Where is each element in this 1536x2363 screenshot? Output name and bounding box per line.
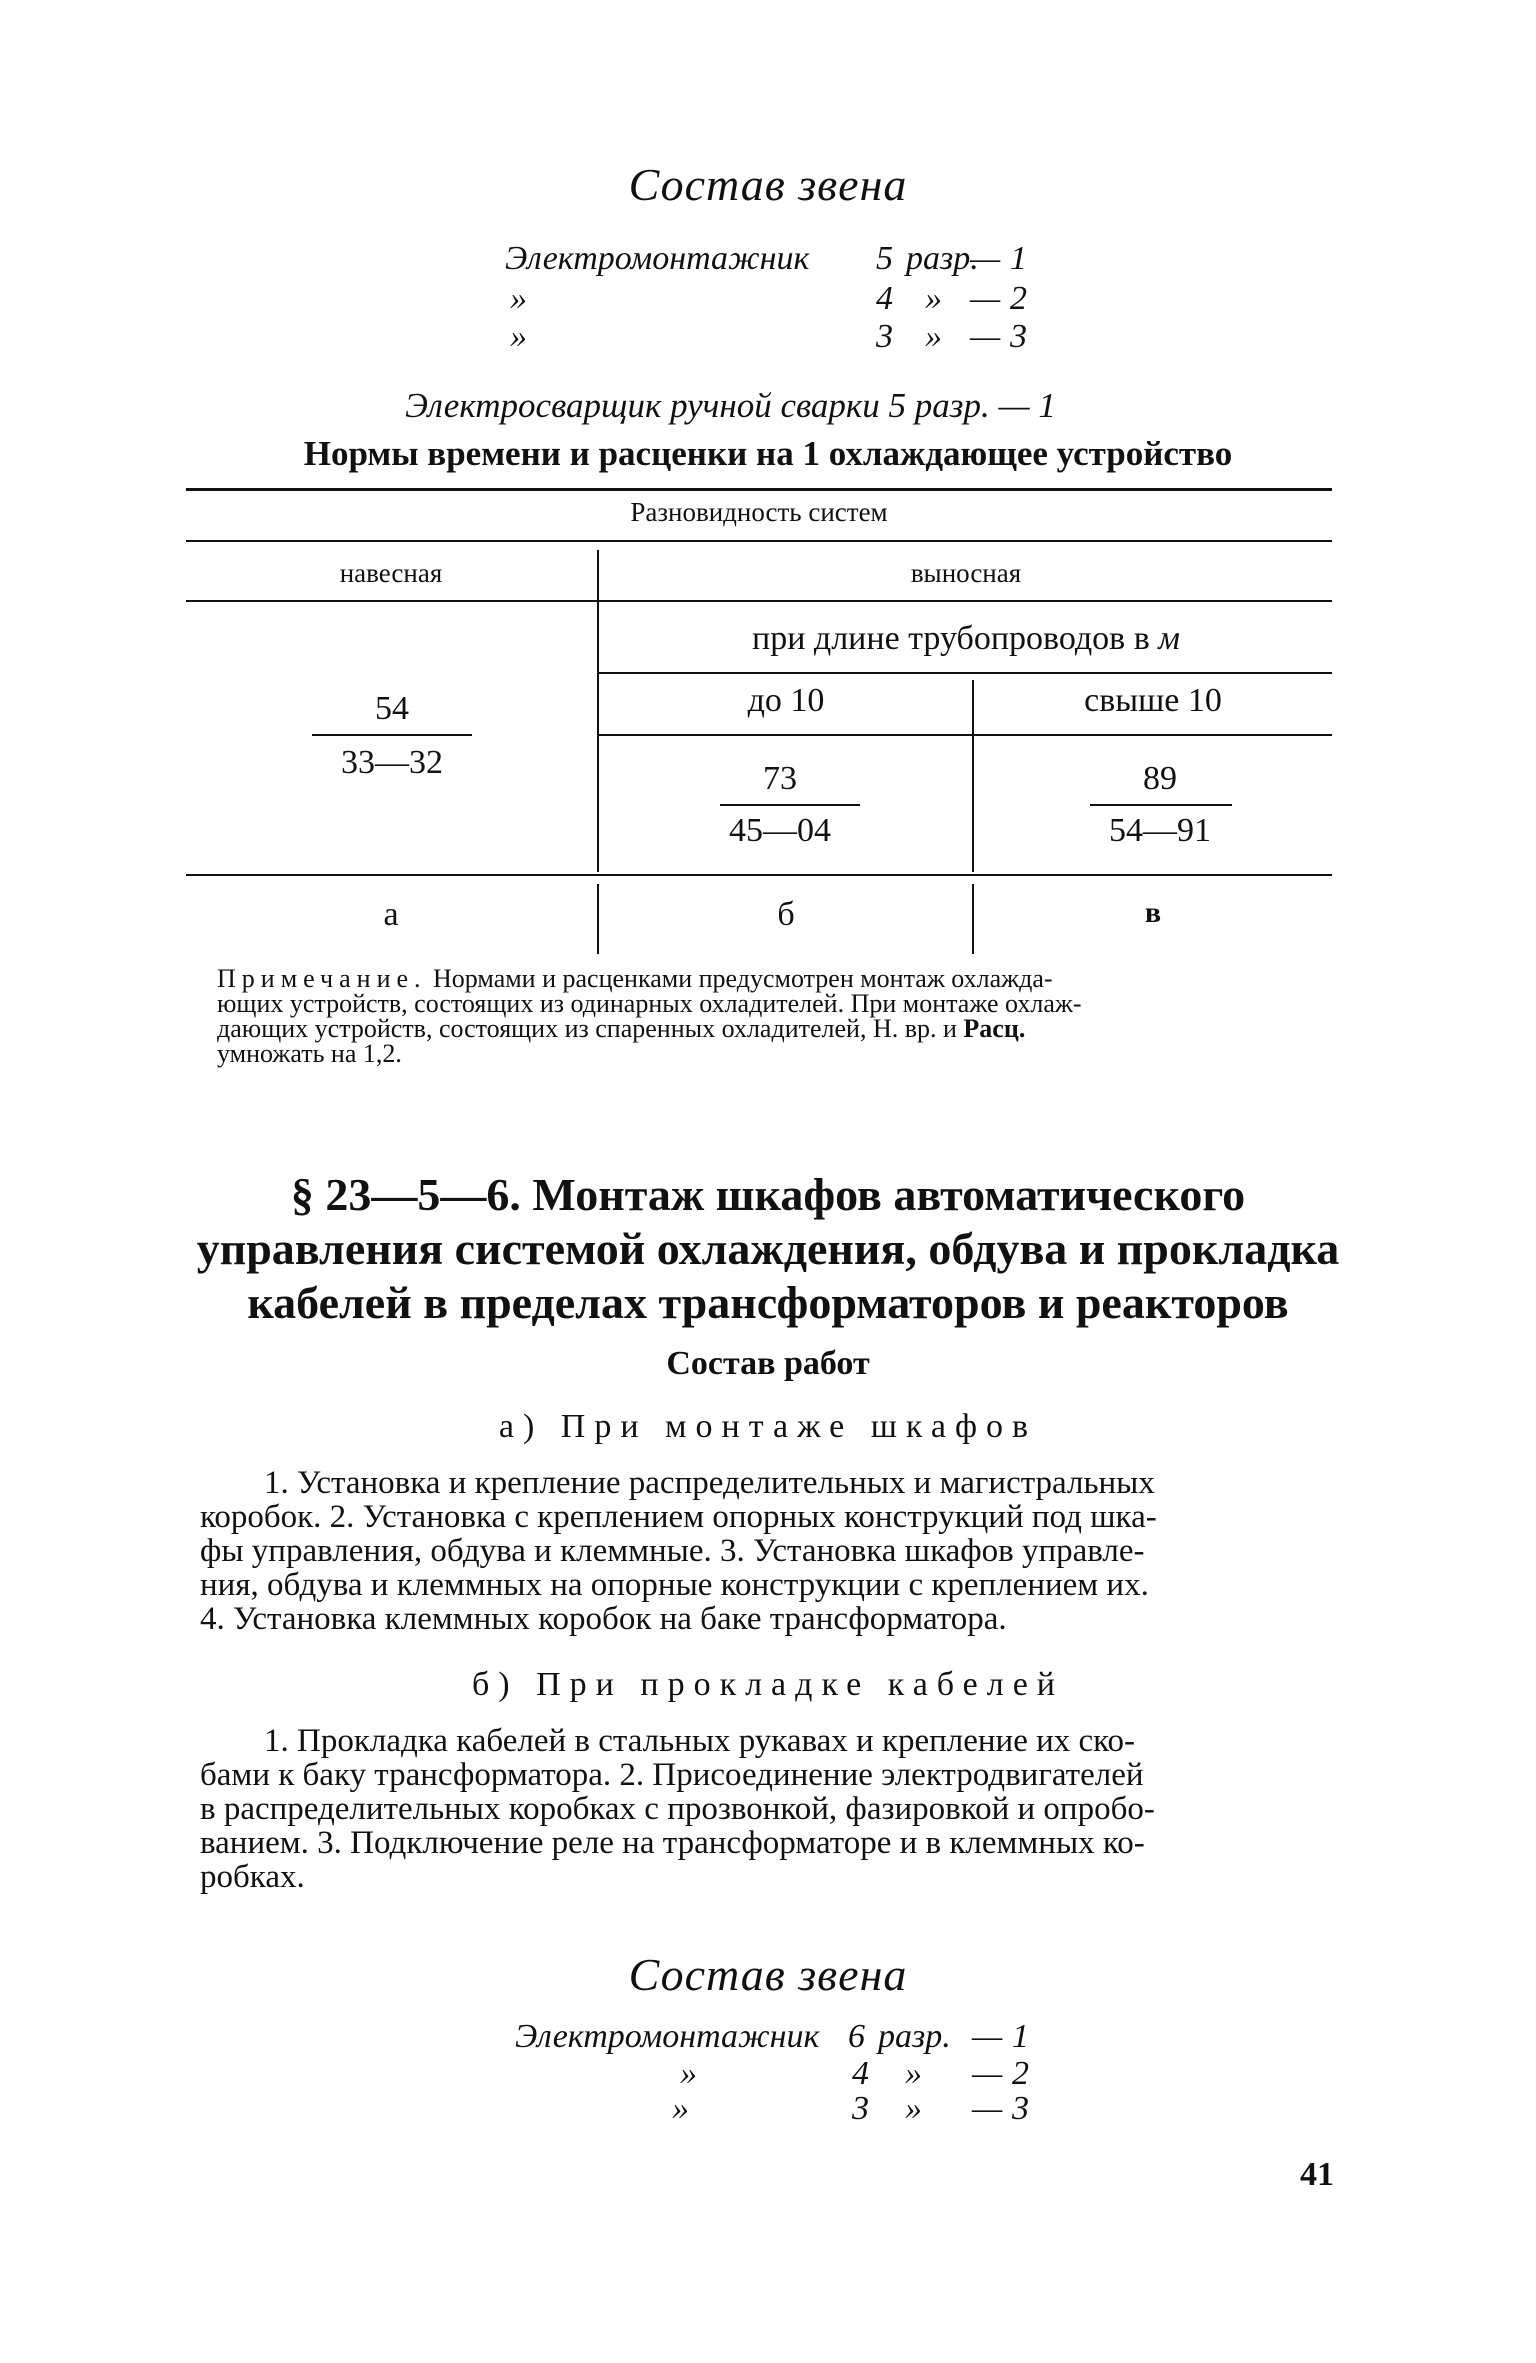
column-letter: а xyxy=(383,896,399,933)
crew-grade: 4 xyxy=(876,280,893,317)
crew-count: 3 xyxy=(1010,318,1027,355)
crew-sep: — xyxy=(970,318,1001,355)
crew-sep: — xyxy=(970,280,1001,317)
crew-count: 2 xyxy=(1010,280,1027,317)
col-bc-header: выносная xyxy=(910,558,1022,588)
para-line: 1. Прокладка кабелей в стальных рукавах и крепление их ско- xyxy=(264,1723,1136,1759)
table-top-rule xyxy=(186,488,1332,491)
crew-heading-top: Состав звена xyxy=(628,159,908,210)
column-letter: б xyxy=(777,896,795,933)
para-line: ния, обдува и клеммных на опорные конструкции с креплением их. xyxy=(200,1567,1149,1603)
crew-row xyxy=(0,2055,1536,2095)
crew-role: » xyxy=(510,318,527,355)
section-title-line: кабелей в пределах трансформаторов и реакторов xyxy=(247,1277,1289,1328)
note-line: умножать на 1,2. xyxy=(217,1039,402,1068)
sub-header xyxy=(600,620,1332,658)
crew-row xyxy=(0,2090,1536,2130)
column-letter: в xyxy=(1144,896,1162,929)
crew-unit: » xyxy=(925,280,942,317)
note-text: Нормами и расценками предусмотрен монтаж охлажда- xyxy=(433,964,1053,993)
part-a-text xyxy=(200,1466,1340,1636)
crew-row xyxy=(0,280,1536,320)
note-text: дающих устройств, состоящих из спаренных охладителей, Н. вр. и xyxy=(217,1014,957,1043)
section-title xyxy=(150,1168,1386,1330)
crew-grade: 4 xyxy=(852,2055,869,2092)
crew-row xyxy=(0,240,1536,280)
col-b-header: до 10 xyxy=(747,682,825,719)
crew-unit: » xyxy=(905,2055,922,2092)
work-heading: Состав работ xyxy=(666,1345,870,1382)
table-note xyxy=(217,966,1337,1066)
rate-value: 45—04 xyxy=(729,812,831,849)
table-rule xyxy=(186,540,1332,542)
fraction-bar xyxy=(312,734,472,736)
para-line: 4. Установка клеммных коробок на баке трансформатора. xyxy=(200,1601,1007,1637)
para-line: робках. xyxy=(200,1859,305,1895)
page-number: 41 xyxy=(1300,2156,1334,2193)
note-line xyxy=(217,1016,1337,1041)
fraction-bar xyxy=(1090,804,1232,806)
para-line: коробок. 2. Установка с креплением опорных конструкций под шка- xyxy=(200,1499,1157,1535)
note-line xyxy=(217,966,1337,991)
crew-unit: » xyxy=(905,2090,922,2127)
table-col-divider xyxy=(597,884,599,954)
crew-heading-bottom: Состав звена xyxy=(628,1949,908,2000)
table-rule xyxy=(186,600,1332,602)
crew-sep: — xyxy=(972,2090,1003,2127)
group-header: Разновидность систем xyxy=(630,497,888,527)
part-a-heading: а) При монтаже шкафов xyxy=(498,1408,1038,1445)
norm-value: 54 xyxy=(375,690,409,727)
section-title-line: § 23—5—6. Монтаж шкафов автоматического xyxy=(290,1169,1246,1220)
crew-grade: 3 xyxy=(852,2090,869,2127)
fraction-bar xyxy=(720,804,860,806)
crew-role: » xyxy=(672,2090,689,2127)
crew-grade: 3 xyxy=(876,318,893,355)
crew-role: » xyxy=(680,2055,697,2092)
table-rule xyxy=(186,874,1332,876)
crew-unit: разр. xyxy=(878,2018,951,2055)
crew-row xyxy=(0,2018,1536,2058)
crew-grade: 6 xyxy=(848,2018,865,2055)
note-text-bold: Расц. xyxy=(963,1014,1026,1043)
sub-header-unit: м xyxy=(1158,620,1180,657)
crew-count: 2 xyxy=(1012,2055,1029,2092)
sub-header-text: при длине трубопроводов в xyxy=(752,620,1150,657)
para-line: фы управления, обдува и клеммные. 3. Установка шкафов управле- xyxy=(200,1533,1145,1569)
crew-grade: 5 xyxy=(876,240,893,277)
rate-value: 54—91 xyxy=(1109,812,1211,849)
table-rule xyxy=(598,672,1332,674)
rate-value: 33—32 xyxy=(341,744,443,781)
part-b-heading: б) При прокладке кабелей xyxy=(472,1666,1064,1703)
section-title-line: управления системой охлаждения, обдува и прокладка xyxy=(196,1223,1340,1274)
crew-role: Электромонтажник xyxy=(515,2018,820,2055)
norm-value: 73 xyxy=(763,760,797,797)
crew-sep: — xyxy=(972,2018,1003,2055)
crew-unit: разр. xyxy=(906,240,979,277)
crew-sep: — xyxy=(972,2055,1003,2092)
crew-count: 3 xyxy=(1012,2090,1029,2127)
welder-line: Электросварщик ручной сварки 5 разр. — 1 xyxy=(405,386,1056,425)
norm-value: 89 xyxy=(1143,760,1177,797)
table-title: Нормы времени и расценки на 1 охлаждающее устройство xyxy=(303,434,1233,473)
para-line: 1. Установка и крепление распределительных и магистральных xyxy=(264,1465,1155,1501)
crew-sep: — xyxy=(970,240,1001,277)
table-col-divider xyxy=(597,550,599,872)
crew-row xyxy=(0,318,1536,358)
note-line: ющих устройств, состоящих из одинарных охладителей. При монтаже охлаж- xyxy=(217,989,1082,1018)
crew-unit: » xyxy=(925,318,942,355)
table-rule xyxy=(598,734,1332,736)
note-label: Примечание. xyxy=(217,964,427,993)
para-line: ванием. 3. Подключение реле на трансформаторе и в клеммных ко- xyxy=(200,1825,1145,1861)
part-b-text xyxy=(200,1724,1340,1894)
para-line: бами к баку трансформатора. 2. Присоединение электродвигателей xyxy=(200,1757,1144,1793)
col-c-header: свыше 10 xyxy=(1084,682,1222,719)
crew-role: » xyxy=(510,280,527,317)
crew-role: Электромонтажник xyxy=(505,240,810,277)
col-a-header: навесная xyxy=(339,558,443,588)
crew-count: 1 xyxy=(1012,2018,1029,2055)
para-line: в распределительных коробках с прозвонкой, фазировкой и опробо- xyxy=(200,1791,1155,1827)
crew-count: 1 xyxy=(1010,240,1027,277)
